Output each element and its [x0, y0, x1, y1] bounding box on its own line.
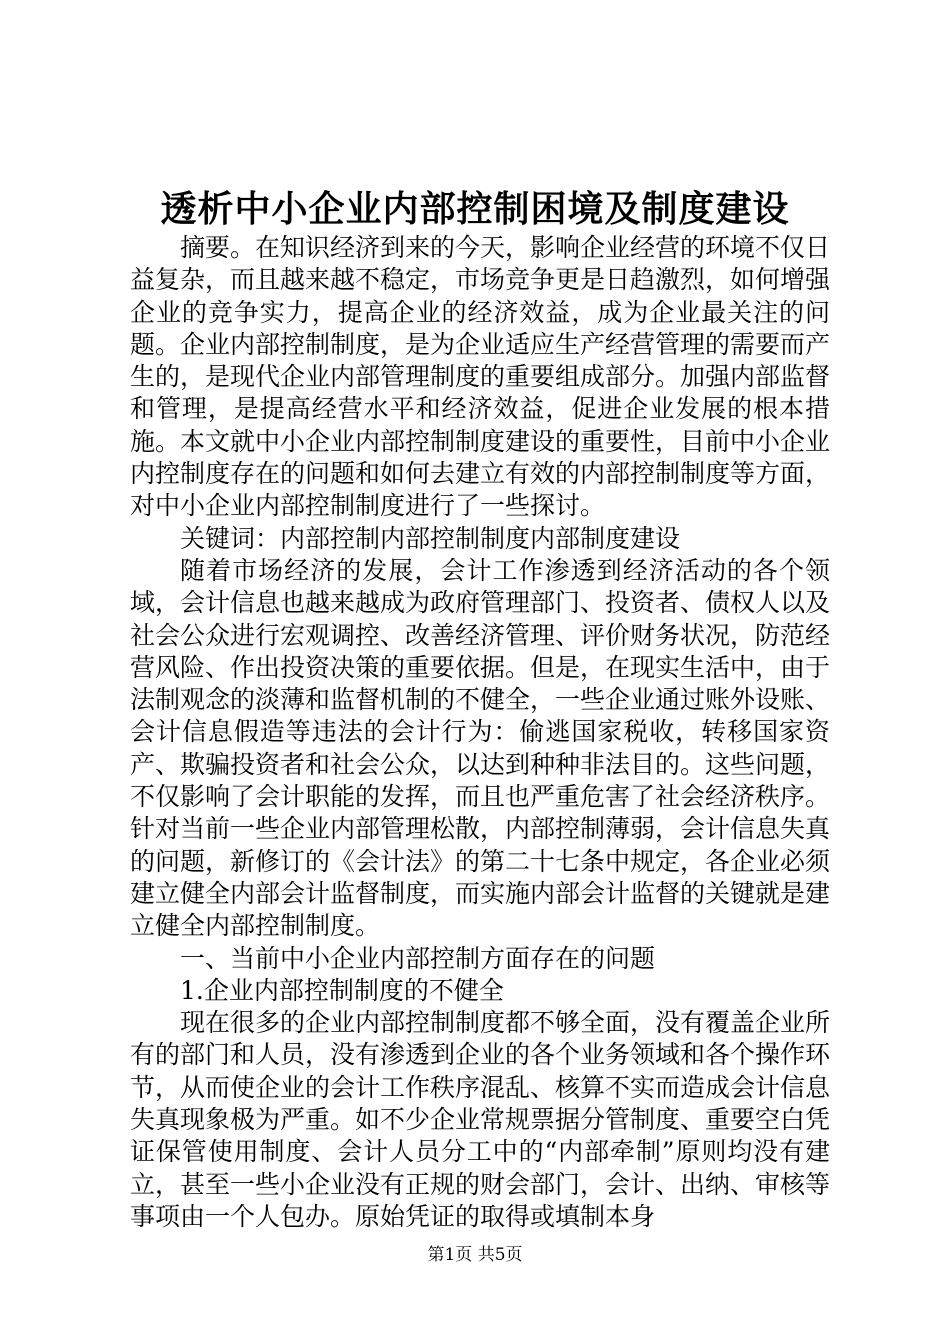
- document-title: 透析中小企业内部控制困境及制度建设: [160, 188, 790, 230]
- subsection-heading: 1.企业内部控制制度的不健全: [180, 975, 504, 1005]
- body-paragraph: 现在很多的企业内部控制制度都不够全面，没有覆盖企业所有的部门和人员，没有渗透到企业的各个业务领域和各个操作环节，从而使企业的会计工作秩序混乱、核算不实而造成会计信息失真现象极为严重。如不少企业常规票据分管制度、重要空白凭证保管使用制度、会计人员分工中的“内部牵制”原则均没有建立，甚至一些小企业没有正规的财会部门，会计、出纳、审核等事项由一个人包办。原始凭证的取得或填制本身: [130, 1008, 831, 1231]
- keywords-paragraph: 关键词：内部控制内部控制制度内部制度建设: [180, 523, 681, 553]
- section-heading: 一、当前中小企业内部控制方面存在的问题: [180, 943, 656, 973]
- abstract-paragraph: 摘要。在知识经济到来的今天，影响企业经营的环境不仅日益复杂，而且越来越不稳定，市场竞争更是日趋激烈，如何增强企业的竞争实力，提高企业的经济效益，成为企业最关注的问题。企业内部控制制度，是为企业适应生产经营管理的需要而产生的，是现代企业内部管理制度的重要组成部分。加强内部监督和管理，是提高经营水平和经济效益，促进企业发展的根本措施。本文就中小企业内部控制制度建设的重要性，目前中小企业内控制度存在的问题和如何去建立有效的内部控制制度等方面，对中小企业内部控制制度进行了一些探讨。: [130, 233, 831, 521]
- page-footer: 第1页 共5页: [427, 1245, 523, 1265]
- document-body: [130, 232, 830, 1233]
- intro-paragraph: 随着市场经济的发展，会计工作渗透到经济活动的各个领域，会计信息也越来越成为政府管理部门、投资者、债权人以及社会公众进行宏观调控、改善经济管理、评价财务状况，防范经营风险、作出投资决策的重要依据。但是，在现实生活中，由于法制观念的淡薄和监督机制的不健全，一些企业通过账外设账、会计信息假造等违法的会计行为：偷逃国家税收，转移国家资产、欺骗投资者和社会公众，以达到种种非法目的。这些问题，不仅影响了会计职能的发挥，而且也严重危害了社会经济秩序。针对当前一些企业内部管理松散，内部控制薄弱，会计信息失真的问题，新修订的《会计法》的第二十七条中规定，各企业必须建立健全内部会计监督制度，而实施内部会计监督的关键就是建立健全内部控制制度。: [130, 555, 831, 941]
